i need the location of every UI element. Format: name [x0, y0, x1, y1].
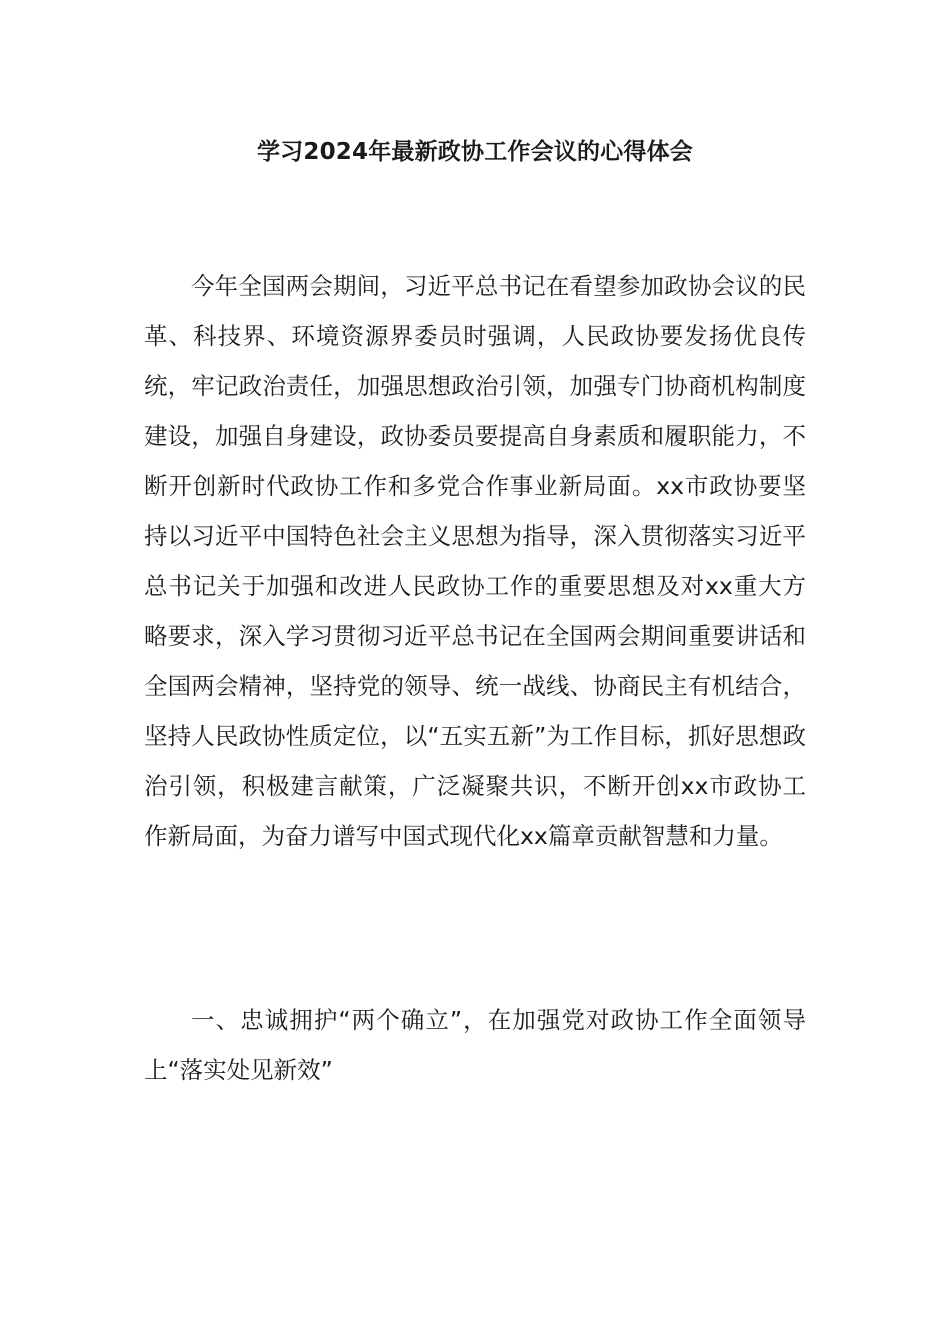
- document-title: 学习2024年最新政协工作会议的心得体会: [256, 139, 693, 165]
- body-paragraph-intro: 今年全国两会期间，习近平总书记在看望参加政协会议的民革、科技界、环境资源界委员时强调，人民政协要发扬优良传统，牢记政治责任，加强思想政治引领，加强专门协商机构制度建设，加强自身建设，政协委员要提高自身素质和履职能力，不断开创新时代政协工作和多党合作事业新局面。xx市政协要坚持以习近平中国特色社会主义思想为指导，深入贯彻落实习近平总书记关于加强和改进人民政协工作的重要思想及对xx重大方略要求，深入学习贯彻习近平总书记在全国两会期间重要讲话和全国两会精神，坚持党的领导、统一战线、协商民主有机结合，坚持人民政协性质定位，以“五实五新”为工作目标，抓好思想政治引领，积极建言献策，广泛凝聚共识，不断开创xx市政协工作新局面，为奋力谱写中国式现代化xx篇章贡献智慧和力量。: [144, 272, 806, 850]
- section-heading-one: 一、忠诚拥护“两个确立”，在加强党对政协工作全面领导上“落实处见新效”: [144, 1006, 806, 1084]
